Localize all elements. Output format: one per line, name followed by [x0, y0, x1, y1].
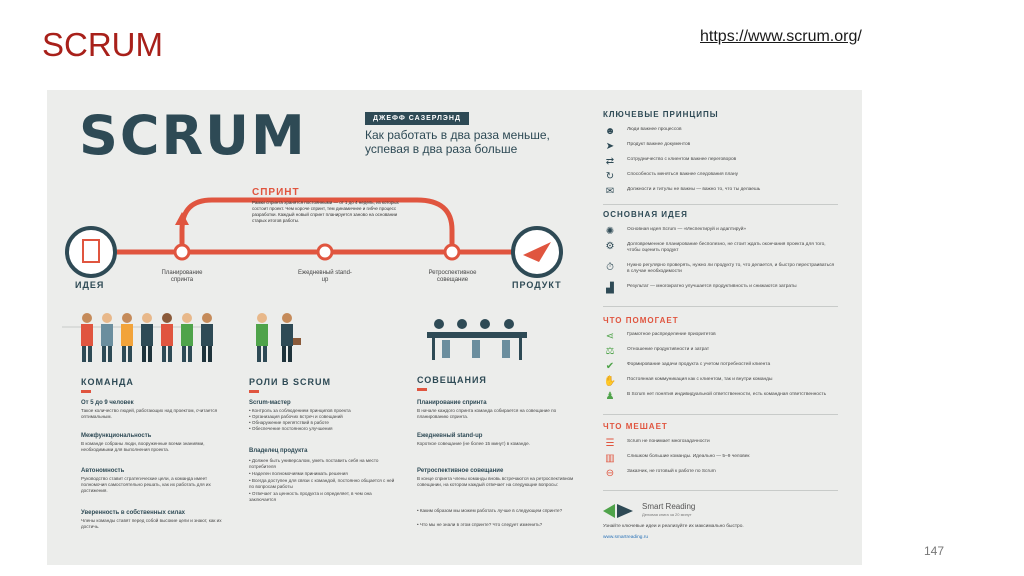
- chat-icon: ✉: [605, 186, 615, 197]
- hinder-text: Слишком большие команды. Идеально — 5–9 человек: [627, 454, 750, 459]
- roles-title: РОЛИ В SCRUM: [249, 377, 331, 387]
- hinder-text: Заказчик, не готовый к работе по Scrum: [627, 469, 716, 474]
- team-bar: [81, 390, 91, 393]
- help-text: Постоянная коммуникация как с клиентом, так и внутри команды: [627, 377, 773, 382]
- retro-label: Ретроспективное совещание: [428, 270, 477, 283]
- team-head-1: От 5 до 9 человек: [81, 400, 134, 406]
- idea-label: ИДЕЯ: [75, 280, 105, 290]
- author-badge: ДЖЕФФ САЗЕРЛЭНД: [365, 112, 469, 125]
- principle-text: Должности и титулы не важны — важно то, что ты делаешь: [627, 187, 761, 192]
- scrum-master-item-2: • Организация рабочих встреч и совещаний: [249, 414, 343, 419]
- idea-row: [603, 226, 838, 240]
- smart-reading-logo-icon: [603, 504, 633, 518]
- scrum-master-item-1: • Контроль за соблюдением принципов проекта: [249, 408, 351, 413]
- meeting-text-2: Короткое совещание (не более 15 минут) в команде.: [417, 441, 530, 446]
- team-illustration: [77, 310, 227, 365]
- idea-row: [603, 262, 838, 276]
- divider: [603, 306, 838, 307]
- principle-row: [603, 156, 838, 170]
- product-owner-item-1: • Должен быть универсалом, уметь поставить себя на место потребителя: [249, 458, 379, 469]
- meeting-text-1: В начале каждого спринта команда собирается на совещание по планированию спринта.: [417, 408, 557, 419]
- idea-text: Нужно регулярно проверять, нужно ли продукту то, что делается, и быстро перестраиваться в случае необходимости: [627, 263, 835, 274]
- no-entry-icon: ⊖: [605, 468, 615, 479]
- help-text: В Scrum нет понятия индивидуальной ответственности, есть командная ответственность: [627, 392, 827, 397]
- scrum-infographic: [47, 90, 862, 565]
- help-row: [603, 346, 838, 360]
- idea-row: [603, 241, 838, 255]
- planning-label: Планирование спринта: [161, 270, 203, 283]
- retro-point: [445, 245, 459, 259]
- hinder-row: [603, 438, 838, 452]
- sprint-text: Рамки спринта хранятся постоянными — от 1 до 4 недель, из которых состоит проект. Чем короче спринт, тем динамичнее и гибче процесс разработки. Каждый новый спринт планируется заново на основании старых итогов работы.: [252, 200, 399, 223]
- hinder-text: Scrum не понимает многозадачности: [627, 439, 710, 444]
- scrum-org-link[interactable]: https://www.scrum.org: [700, 28, 858, 45]
- hinder-row: [603, 453, 838, 467]
- team-text-2: В команде собраны люди, вооруженные всеми знаниями, необходимыми для выполнения проекта.: [81, 441, 205, 452]
- principles-title: КЛЮЧЕВЫЕ ПРИНЦИПЫ: [603, 110, 719, 119]
- team-head-3: Автономность: [81, 468, 125, 474]
- principle-row: [603, 141, 838, 155]
- sun-icon: ✺: [605, 226, 615, 237]
- people-icon: ☻: [604, 126, 616, 137]
- poster-subtitle: Как работать в два раза меньше, успевая в два раза больше: [365, 128, 550, 156]
- meetings-title: СОВЕЩАНИЯ: [417, 375, 487, 385]
- handshake-icon: ⇄: [605, 156, 615, 167]
- slide-link-wrap: [700, 28, 862, 46]
- meeting-question-2: • Что мы не знали в этом спринте? Что следует изменить?: [417, 522, 543, 527]
- help-row: [603, 331, 838, 345]
- idea-row: [603, 283, 838, 297]
- divider: [603, 490, 838, 491]
- brand-tagline: Деловая книга за 20 минут: [642, 512, 692, 517]
- help-row: [603, 361, 838, 375]
- planning-point: [175, 245, 189, 259]
- help-row: [603, 376, 838, 390]
- scrum-master-item-3: • Обнаружение препятствий в работе: [249, 420, 329, 425]
- list-icon: ☰: [605, 438, 615, 449]
- principle-row: [603, 126, 838, 140]
- principle-text: Люди важнее процессов: [627, 127, 682, 132]
- team-text-3: Руководство ставит стратегические цели, а команда имеет полномочия самостоятельно решать, как их работать для их достижения.: [81, 476, 211, 493]
- scrum-master-item-4: • Обеспечение постоянного улучшения: [249, 426, 333, 431]
- help-text: Грамотное распределение приоритетов: [627, 332, 716, 337]
- share-icon: ⋖: [605, 331, 615, 342]
- helps-title: ЧТО ПОМОГАЕТ: [603, 316, 679, 325]
- idea-text: Основная идея Scrum — «Инспектируй и адаптируй»: [627, 227, 747, 232]
- meeting-head-1: Планирование спринта: [417, 400, 487, 406]
- team-text-1: Такое количество людей, работающих над проектом, считается оптимальным.: [81, 408, 218, 419]
- meeting-text-3: В конце спринта члены команды вновь встречаются на ретроспективном совещании, на котором каждый отвечает на следующие вопросы:: [417, 476, 574, 487]
- brand-url[interactable]: www.smartreading.ru: [603, 535, 649, 540]
- standup-label: Ежедневный stand-up: [298, 270, 352, 283]
- handshake-icon: ✋: [603, 376, 617, 387]
- divider: [603, 204, 838, 205]
- principle-text: Продукт важнее документов: [627, 142, 691, 147]
- roles-bar: [249, 390, 259, 393]
- roles-illustration: [247, 310, 307, 365]
- stopwatch-icon: ⏱: [606, 262, 614, 273]
- idea-text: Результат — многократно улучшается продуктивность и снижаются затраты: [627, 284, 797, 289]
- meeting-head-3: Ретроспективное совещание: [417, 468, 504, 474]
- team-text-4: Члены команды ставят перед собой высокие цели и знают, как их достичь.: [81, 518, 222, 529]
- team-icon: ♟: [605, 391, 615, 402]
- meetings-bar: [417, 388, 427, 391]
- standup-point: [318, 245, 332, 259]
- help-text: Формирование задачи продукта с учетом потребностей клиента: [627, 362, 771, 367]
- brand-text: Узнайте ключевые идеи и реализуйте их максимально быстро.: [603, 524, 744, 529]
- checkmark-icon: ✔: [605, 361, 615, 372]
- link-suffix: /: [857, 28, 862, 45]
- product-owner-head: Владелец продукта: [249, 448, 308, 454]
- sprint-label: СПРИНТ: [252, 187, 300, 198]
- main-idea-title: ОСНОВНАЯ ИДЕЯ: [603, 210, 688, 219]
- chart-icon: ▟: [606, 283, 614, 294]
- help-row: [603, 391, 838, 405]
- idea-text: Долговременное планирование бесполезно, не стоит ждать окончания проекта для того, чтобы оценить продукт: [627, 242, 826, 253]
- product-label: ПРОДУКТ: [512, 280, 562, 290]
- crowd-icon: ▥: [605, 453, 615, 464]
- hinder-row: [603, 468, 838, 482]
- brand-name: Smart Reading: [642, 502, 696, 511]
- divider: [603, 414, 838, 415]
- scrum-master-head: Scrum-мастер: [249, 400, 291, 406]
- meetings-illustration: [417, 318, 537, 363]
- principle-row: [603, 186, 838, 200]
- gear-icon: ⚙: [605, 241, 615, 252]
- principle-text: Способность меняться важнее следования плану: [627, 172, 739, 177]
- plane-icon: ➤: [605, 141, 615, 152]
- hinders-title: ЧТО МЕШАЕТ: [603, 422, 668, 431]
- product-owner-item-2: • Наделен полномочиями принимать решения: [249, 471, 348, 476]
- meeting-question-1: • Каким образом мы можем работать лучше в следующем спринте?: [417, 508, 563, 513]
- team-head-4: Уверенность в собственных силах: [81, 510, 186, 516]
- meeting-head-2: Ежедневный stand-up: [417, 433, 483, 439]
- page-number: 147: [923, 544, 944, 558]
- product-owner-item-4: • Отвечает за ценность продукта и определяет, в чем она заключается: [249, 491, 372, 502]
- poster-title: SCRUM: [79, 104, 307, 167]
- help-text: Отношение продуктивности и затрат: [627, 347, 710, 352]
- balance-icon: ⚖: [605, 346, 615, 357]
- refresh-icon: ↻: [605, 171, 615, 182]
- product-owner-item-3: • Всегда доступен для связи с командой, постоянно общается с ней по вопросам работы: [249, 478, 395, 489]
- team-head-2: Межфункциональность: [81, 433, 152, 439]
- principle-text: Сотрудничество с клиентом важнее переговоров: [627, 157, 737, 162]
- team-title: КОМАНДА: [81, 377, 134, 387]
- slide-title: SCRUM: [42, 26, 163, 63]
- idea-node: [67, 228, 115, 276]
- principle-row: [603, 171, 838, 185]
